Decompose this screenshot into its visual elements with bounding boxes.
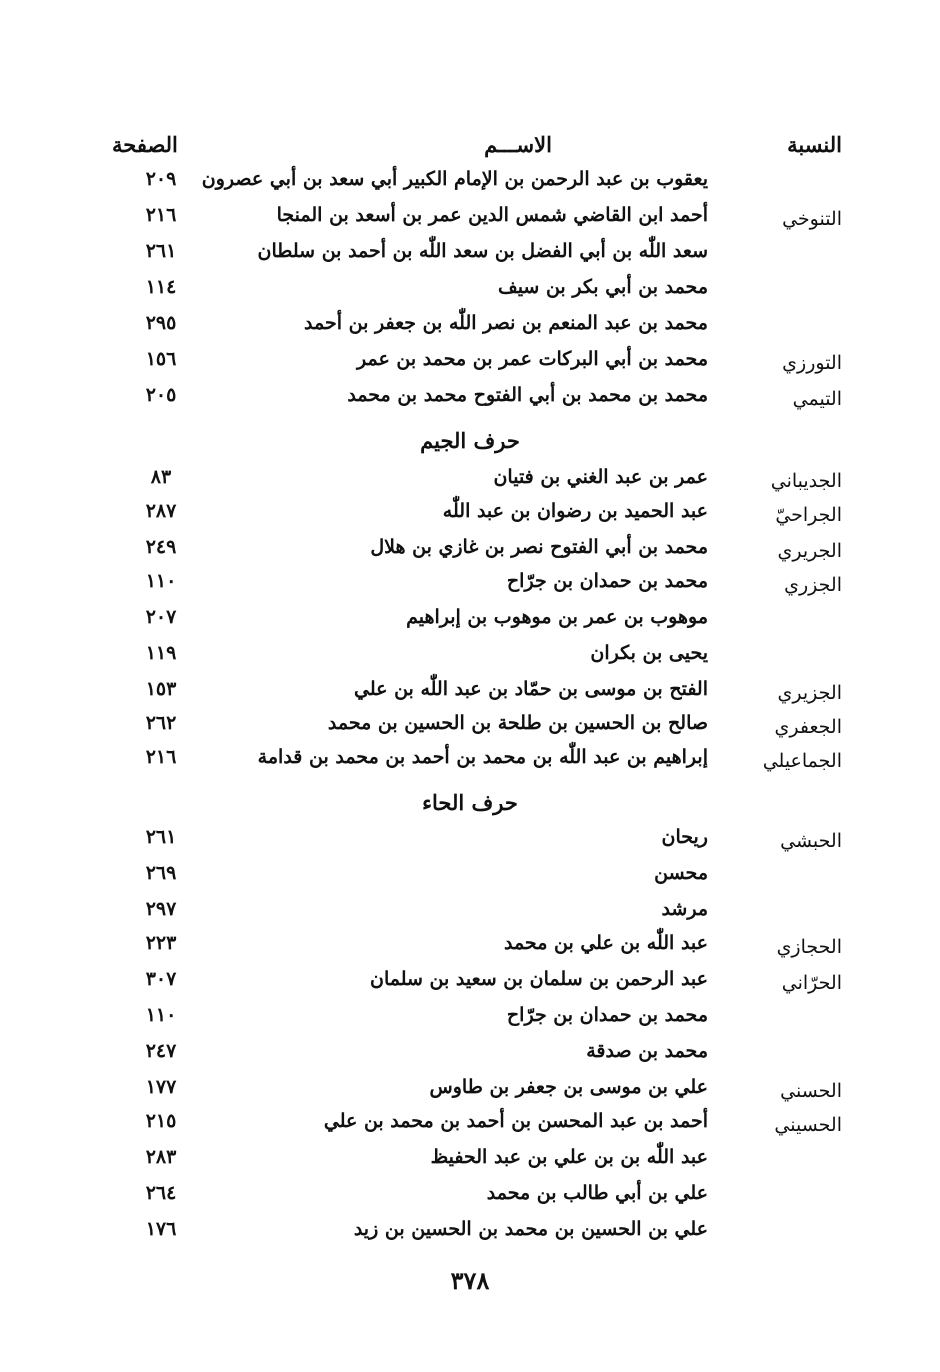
row-page: ١١٠ (145, 570, 177, 592)
index-row (0, 276, 940, 308)
row-page: ٢٩٥ (145, 312, 177, 334)
row-page: ٢٤٩ (145, 536, 177, 558)
row-page: ١١٩ (145, 642, 177, 664)
row-page: ٣٠٧ (145, 968, 177, 990)
row-name: علي بن أبي طالب بن محمد (486, 1182, 708, 1204)
row-name: عمر بن عبد الغني بن فتيان (493, 466, 708, 488)
header-nisba: النسبة (787, 132, 842, 157)
row-nisba: الحسيني (774, 1114, 842, 1136)
index-row (0, 1004, 940, 1036)
row-page: ١٧٦ (145, 1218, 177, 1240)
index-row (0, 348, 940, 380)
index-row (0, 500, 940, 532)
row-page: ٢٦٩ (145, 862, 177, 884)
index-row (0, 536, 940, 568)
row-name: يعقوب بن عبد الرحمن بن الإمام الكبير أبي سعد بن أبي عصرون (201, 168, 708, 190)
index-row (0, 932, 940, 964)
index-row (0, 168, 940, 200)
index-row (0, 898, 940, 930)
row-name: علي بن الحسين بن محمد بن الحسين بن زيد (353, 1218, 708, 1240)
row-page: ٢٦١ (145, 826, 177, 848)
index-row (0, 1218, 940, 1250)
row-name: عبد اللّٰه بن بن علي بن عبد الحفيظ (430, 1146, 708, 1168)
row-page: ٢٩٧ (145, 898, 177, 920)
row-name: عبد الرحمن بن سلمان بن سعيد بن سلمان (369, 968, 708, 990)
row-name: إبراهيم بن عبد اللّٰه بن محمد بن أحمد بن محمد بن قدامة (257, 746, 708, 768)
index-row (0, 240, 940, 272)
row-name: عبد الحميد بن رضوان بن عبد اللّٰه (442, 500, 708, 522)
index-row (0, 862, 940, 894)
row-page: ٢٦٢ (145, 712, 177, 734)
row-name: مرشد (661, 898, 708, 920)
row-name: موهوب بن عمر بن موهوب بن إبراهيم (406, 606, 708, 628)
index-row (0, 642, 940, 674)
row-name: محسن (654, 862, 708, 884)
header-page: الصفحة (112, 132, 178, 157)
row-name: محمد بن عبد المنعم بن نصر اللّٰه بن جعفر بن أحمد (304, 312, 708, 334)
row-page: ٢٨٣ (145, 1146, 177, 1168)
index-row (0, 1182, 940, 1214)
index-row (0, 384, 940, 416)
index-row (0, 606, 940, 638)
row-nisba: التيمي (792, 388, 842, 410)
row-nisba: الجعفري (774, 716, 842, 738)
row-page: ١٥٦ (145, 348, 177, 370)
index-row (0, 466, 940, 498)
row-nisba: الجراحيّ (775, 504, 842, 526)
index-row (0, 1110, 940, 1142)
index-row (0, 968, 940, 1000)
row-name: محمد بن صدقة (586, 1040, 708, 1062)
column-header (0, 132, 940, 166)
row-page: ٢٦٤ (145, 1182, 177, 1204)
row-name: سعد اللّٰه بن أبي الفضل بن سعد اللّٰه بن أحمد بن سلطان (257, 240, 708, 262)
row-page: ٢١٦ (145, 746, 177, 768)
row-name: الفتح بن موسى بن حمّاد بن عبد اللّٰه بن علي (354, 678, 708, 700)
row-name: محمد بن أبي البركات عمر بن محمد بن عمر (357, 348, 708, 370)
section-heading: حرف الحاء (422, 790, 518, 815)
row-page: ٢١٦ (145, 204, 177, 226)
index-row (0, 1076, 940, 1108)
row-page: ٢٠٥ (145, 384, 177, 406)
row-name: محمد بن أبي الفتوح نصر بن غازي بن هلال (370, 536, 708, 558)
row-nisba: الجماعيلي (762, 750, 842, 772)
index-row (0, 826, 940, 858)
index-row (0, 746, 940, 778)
row-page: ١١٤ (145, 276, 177, 298)
index-row (0, 678, 940, 710)
header-name: الاســـم (484, 132, 552, 157)
row-name: يحيى بن بكران (590, 642, 708, 664)
row-nisba: الحبشي (780, 830, 842, 852)
row-nisba: التورزي (782, 352, 842, 374)
row-name: علي بن موسى بن جعفر بن طاوس (429, 1076, 708, 1098)
row-name: صالح بن الحسين بن طلحة بن الحسين بن محمد (327, 712, 708, 734)
row-page: ٢٦١ (145, 240, 177, 262)
row-name: ريحان (661, 826, 708, 848)
row-page: ٢٢٣ (145, 932, 177, 954)
row-page: ٢٤٧ (145, 1040, 177, 1062)
row-name: أحمد بن عبد المحسن بن أحمد بن محمد بن علي (323, 1110, 708, 1132)
section-heading: حرف الجيم (420, 428, 520, 453)
row-nisba: الجزيري (777, 682, 842, 704)
row-name: محمد بن حمدان بن جرّاح (506, 570, 708, 592)
row-nisba: الجديباني (770, 470, 842, 492)
row-nisba: الحرّاني (781, 972, 842, 994)
page-number: ٣٧٨ (450, 1266, 490, 1295)
row-nisba: الجزري (784, 574, 842, 596)
index-row (0, 1146, 940, 1178)
index-row (0, 1040, 940, 1072)
row-name: محمد بن حمدان بن جرّاح (506, 1004, 708, 1026)
row-page: ٢١٥ (145, 1110, 177, 1132)
index-row (0, 570, 940, 602)
row-nisba: الحجازي (776, 936, 842, 958)
row-page: ٨٣ (150, 466, 172, 488)
row-page: ٢٠٩ (145, 168, 177, 190)
row-name: عبد اللّٰه بن علي بن محمد (503, 932, 708, 954)
row-page: ١٥٣ (145, 678, 177, 700)
row-nisba: الحسني (780, 1080, 842, 1102)
row-page: ٢٨٧ (145, 500, 177, 522)
row-name: أحمد ابن القاضي شمس الدين عمر بن أسعد بن المنجا (276, 204, 708, 226)
row-page: ١٧٧ (145, 1076, 177, 1098)
row-nisba: الجريري (777, 540, 842, 562)
row-page: ١١٠ (145, 1004, 177, 1026)
index-row (0, 712, 940, 744)
row-name: محمد بن أبي بكر بن سيف (498, 276, 708, 298)
index-row (0, 312, 940, 344)
row-name: محمد بن محمد بن أبي الفتوح محمد بن محمد (347, 384, 708, 406)
index-row (0, 204, 940, 236)
row-nisba: التنوخي (782, 208, 842, 230)
row-page: ٢٠٧ (145, 606, 177, 628)
